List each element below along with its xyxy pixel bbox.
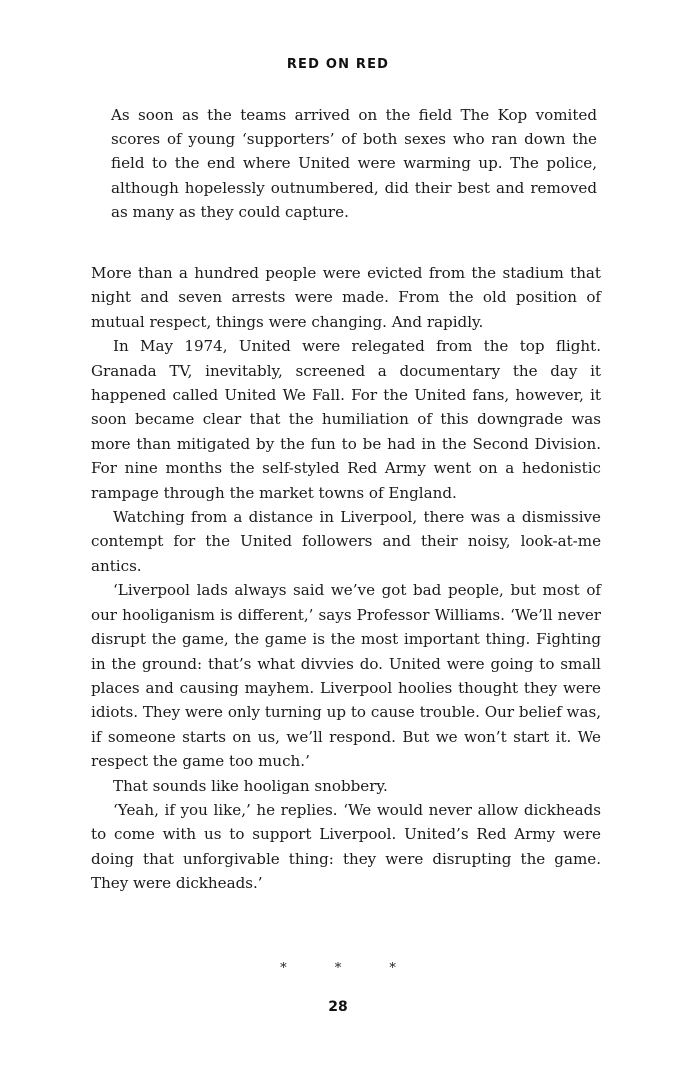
block-quote: As soon as the teams arrived on the field The Kop vomited scores of young ‘supporters’ of both sexes who ran down the field to the end where United were warming up. The police, although hopelessly outnumbered, did their best and removed as many as they could capture. — [111, 106, 597, 221]
paragraph: ‘Yeah, if you like,’ he replies. ‘We would never allow dickheads to come with us to support Liverpool. United’s Red Army were doing that unforgivable thing: they were disrupting the game. They were dickheads.’ — [91, 800, 601, 893]
paragraph: Watching from a distance in Liverpool, there was a dismissive contempt for the United followers and their noisy, look-at-me antics. — [91, 508, 601, 575]
paragraph: That sounds like hooligan snobbery. — [113, 776, 388, 795]
paragraph: ‘Liverpool lads always said we’ve got bad people, but most of our hooliganism is different,’ says Professor Williams. ‘We’ll never disrupt the game, the game is the most important thing. Fighting in the ground: that’s what divvies do. United were going to small places and causing mayhem. Liverpool hoolies thought they were idiots. They were only turning up to cause trouble. Our belief was, if someone starts on us, we’ll respond. But we won’t start it. We respect the game too much.’ — [91, 581, 601, 771]
page-number: 28 — [328, 999, 348, 1015]
running-head: RED ON RED — [286, 57, 390, 72]
paragraph: More than a hundred people were evicted from the stadium that night and seven arrests were made. From the old position of mutual respect, things were changing. And rapidly. — [91, 264, 601, 331]
body-text — [91, 261, 601, 896]
scene-break: * * * — [280, 961, 418, 976]
paragraph: In May 1974, United were relegated from the top flight. Granada TV, inevitably, screened a documentary the day it happened called United We Fall. For the United fans, however, it soon became clear that the humiliation of this downgrade was more than mitigated by the fun to be had in the Second Division. For nine months the self-styled Red Army went on a hedonistic rampage through the market towns of England. — [91, 337, 601, 502]
